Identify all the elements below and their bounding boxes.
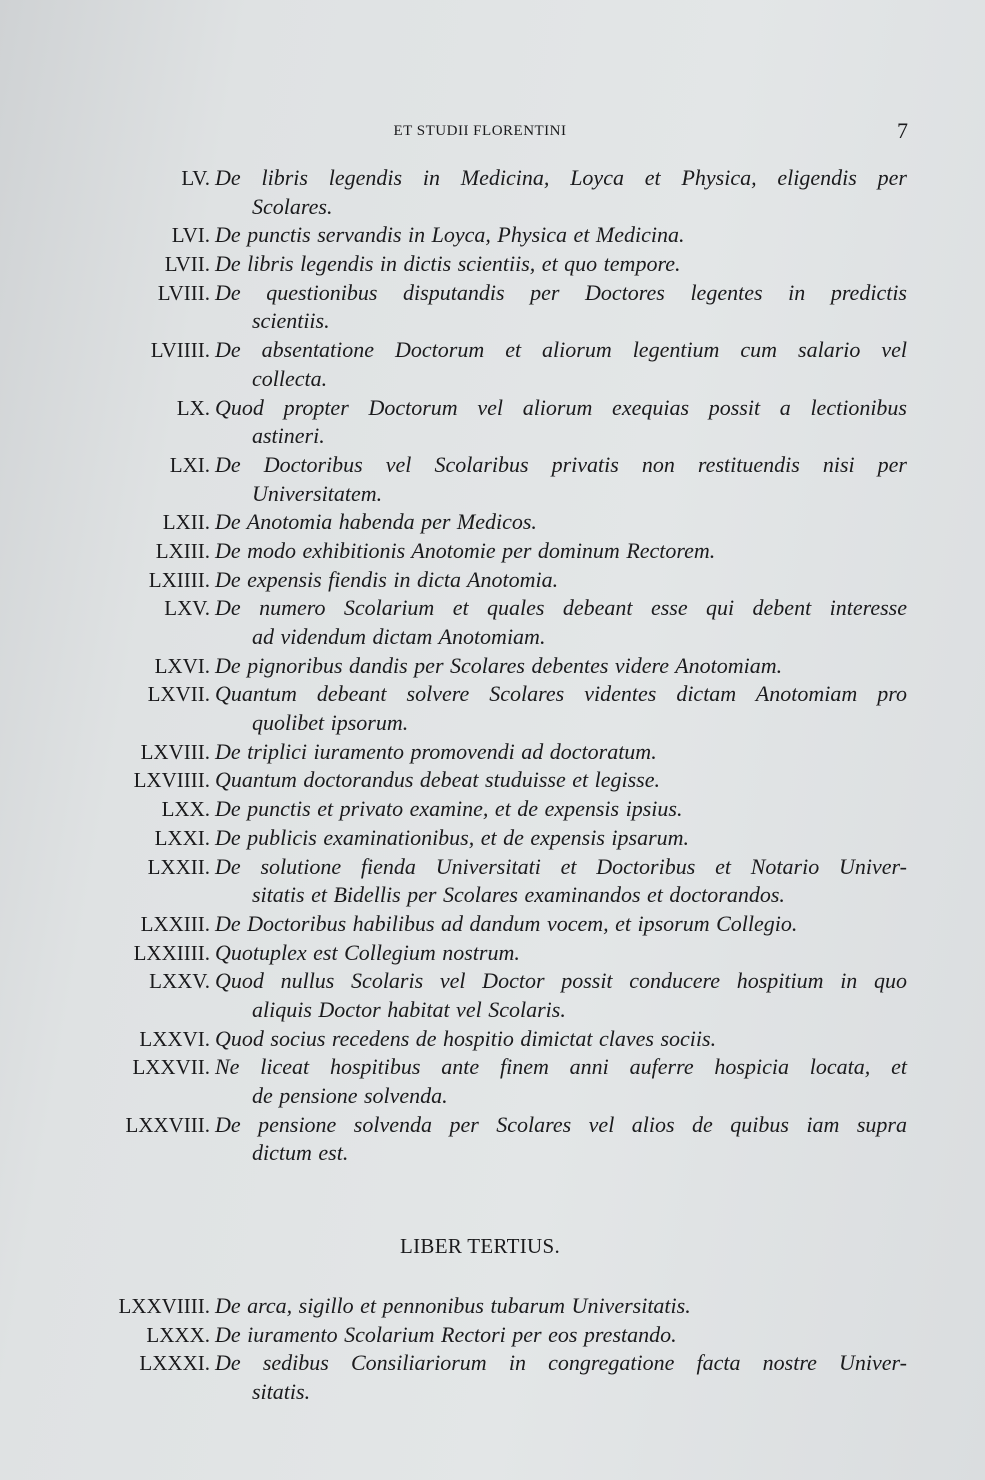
rubric-line [0, 336, 985, 365]
rubric-entry [0, 766, 985, 795]
rubric-entry [0, 1292, 985, 1321]
rubric-entry [0, 508, 985, 537]
page-number: 7 [897, 118, 908, 143]
rubric-text: dictum est. [252, 1140, 349, 1166]
rubric-number: LXVII. [147, 682, 210, 707]
rubric-entry [0, 853, 985, 910]
rubric-text: De Doctoribus vel Scolaribus privatis non restituendis nisi per [215, 451, 907, 477]
rubric-text: astineri. [252, 423, 325, 449]
rubric-line [0, 279, 985, 308]
rubric-number: LXIII. [155, 538, 210, 563]
rubric-entry [0, 910, 985, 939]
rubric-text: De pensione solvenda per Scolares vel alios de quibus iam supra [215, 1111, 907, 1137]
rubric-text: Scolares. [252, 193, 333, 219]
rubric-number: LXXXI. [139, 1351, 210, 1376]
rubric-line [0, 652, 985, 681]
rubric-line [0, 795, 985, 824]
rubric-entry [0, 1321, 985, 1350]
rubric-number: LV. [181, 166, 210, 190]
rubric-text: Quod socius recedens de hospitio dimictat claves sociis. [215, 1025, 717, 1051]
rubric-line [0, 1292, 985, 1321]
rubric-line [0, 537, 985, 566]
rubric-number: LXXII. [147, 854, 210, 879]
rubric-line [0, 766, 985, 795]
rubric-entry [0, 279, 985, 336]
rubric-line [0, 1082, 985, 1111]
rubric-text: sitatis. [252, 1379, 311, 1405]
rubric-number: LXXVI. [139, 1026, 210, 1051]
rubric-text: De libris legendis in Medicina, Loyca et Physica, eligendis per [215, 165, 907, 190]
rubric-number: LXII. [162, 510, 210, 535]
rubric-text: de pensione solvenda. [252, 1083, 448, 1108]
rubric-line [0, 451, 985, 480]
rubric-text: aliquis Doctor habitat vel Scolaris. [252, 996, 566, 1022]
rubric-line [0, 996, 985, 1025]
rubric-number: LXXX. [146, 1322, 210, 1347]
rubric-entry [0, 795, 985, 824]
rubric-text: De iuramento Scolarium Rectori per eos prestando. [215, 1321, 677, 1347]
rubric-line [0, 1025, 985, 1054]
rubric-text: De numero Scolarium et quales debeant esse qui debent interesse [215, 595, 907, 621]
rubric-number: LX. [176, 395, 210, 420]
rubric-line [0, 566, 985, 595]
rubric-line [0, 680, 985, 709]
rubric-text: De punctis servandis in Loyca, Physica et Medicina. [215, 222, 685, 248]
rubric-text: De publicis examinationibus, et de expensis ipsarum. [215, 824, 690, 850]
rubric-number: LXIIII. [148, 567, 210, 592]
rubric-number: LXXIIII. [133, 940, 210, 965]
rubric-text: Ne liceat hospitibus ante finem anni auferre hospicia locata, et [215, 1054, 907, 1080]
rubric-line [0, 250, 985, 279]
rubric-number: LXXV. [149, 969, 210, 994]
rubric-text: De Doctoribus habilibus ad dandum vocem, et ipsorum Collegio. [215, 910, 798, 936]
rubric-text: Quotuplex est Collegium nostrum. [215, 939, 520, 965]
rubric-line [0, 221, 985, 250]
rubric-entry [0, 939, 985, 968]
rubric-number: LXXI. [154, 825, 210, 850]
rubric-entry [0, 250, 985, 279]
rubric-text: De pignoribus dandis per Scolares debentes videre Anotomiam. [215, 652, 783, 678]
rubric-list [0, 164, 985, 1168]
rubric-text: collecta. [252, 365, 328, 391]
rubric-line [0, 1321, 985, 1350]
rubric-line [0, 394, 985, 423]
rubric-number: LXVIII. [140, 739, 210, 764]
rubric-entry [0, 652, 985, 681]
rubric-text: De Anotomia habenda per Medicos. [215, 509, 537, 535]
rubric-text: De expensis fiendis in dicta Anotomia. [215, 566, 559, 592]
rubric-text: De solutione fienda Universitati et Doctoribus et Notario Univer- [215, 853, 907, 879]
rubric-list-liber-tertius [0, 1292, 985, 1407]
rubric-line [0, 307, 985, 336]
rubric-text: De absentatione Doctorum et aliorum legentium cum salario vel [215, 337, 907, 363]
rubric-text: De triplici iuramento promovendi ad doctoratum. [215, 738, 657, 764]
rubric-number: LXXVIII. [125, 1112, 210, 1137]
rubric-line [0, 939, 985, 968]
rubric-number: LXVI. [154, 653, 210, 678]
rubric-entry [0, 680, 985, 737]
rubric-number: LXI. [169, 452, 210, 477]
rubric-number: LXXVII. [132, 1055, 210, 1080]
rubric-text: Quantum doctorandus debeat studuisse et legisse. [215, 767, 660, 793]
rubric-line [0, 594, 985, 623]
rubric-entry [0, 221, 985, 250]
book-heading: LIBER TERTIUS. [399, 1234, 561, 1258]
rubric-entry [0, 566, 985, 595]
rubric-entry [0, 1111, 985, 1168]
rubric-number: LXXIII. [140, 911, 210, 936]
rubric-entry [0, 1349, 985, 1406]
rubric-number: LXVIIII. [133, 768, 210, 793]
rubric-text: Quod nullus Scolaris vel Doctor possit conducere hospitium in quo [215, 968, 907, 994]
rubric-line [0, 1053, 985, 1082]
rubric-line [0, 967, 985, 996]
rubric-entry [0, 594, 985, 651]
rubric-text: ad videndum dictam Anotomiam. [252, 624, 546, 649]
rubric-text: scientiis. [252, 308, 330, 334]
rubric-text: quolibet ipsorum. [252, 710, 409, 736]
rubric-number: LXX. [161, 797, 210, 822]
rubric-line [0, 480, 985, 509]
running-head: ET STUDII FLORENTINI [393, 123, 567, 139]
rubric-text: sitatis et Bidellis per Scolares examinandos et doctorandos. [252, 882, 785, 908]
rubric-line [0, 1111, 985, 1140]
rubric-line [0, 508, 985, 537]
rubric-entry [0, 394, 985, 451]
rubric-number: LVI. [171, 223, 210, 248]
rubric-number: LVIIII. [150, 338, 210, 363]
rubric-text: Universitatem. [252, 480, 383, 506]
rubric-entry [0, 824, 985, 853]
rubric-line [0, 193, 985, 222]
rubric-text: Quantum debeant solvere Scolares videntes dictam Anotomiam pro [215, 681, 907, 707]
rubric-line [0, 623, 985, 652]
rubric-text: Quod propter Doctorum vel aliorum exequias possit a lectionibus [215, 394, 907, 420]
rubric-entry [0, 537, 985, 566]
rubric-line [0, 365, 985, 394]
rubric-text: De sedibus Consiliariorum in congregatione facta nostre Univer- [215, 1350, 907, 1376]
rubric-line [0, 853, 985, 882]
rubric-text: De modo exhibitionis Anotomie per dominum Rectorem. [215, 537, 716, 563]
rubric-line [0, 881, 985, 910]
rubric-line [0, 910, 985, 939]
rubric-number: LXV. [164, 596, 210, 621]
rubric-number: LXXVIIII. [118, 1294, 210, 1318]
rubric-entry [0, 967, 985, 1024]
rubric-entry [0, 164, 985, 221]
rubric-line [0, 738, 985, 767]
rubric-text: De punctis et privato examine, et de expensis ipsius. [215, 796, 683, 822]
rubric-line [0, 1378, 985, 1407]
rubric-line [0, 824, 985, 853]
rubric-line [0, 709, 985, 738]
rubric-line [0, 422, 985, 451]
rubric-number: LVII. [164, 252, 210, 277]
rubric-line [0, 1139, 985, 1168]
rubric-entry [0, 336, 985, 393]
rubric-line [0, 164, 985, 193]
rubric-line [0, 1349, 985, 1378]
rubric-entry [0, 1025, 985, 1054]
rubric-text: De questionibus disputandis per Doctores legentes in predictis [215, 279, 907, 305]
rubric-text: De arca, sigillo et pennonibus tubarum Universitatis. [215, 1293, 691, 1318]
rubric-entry [0, 1053, 985, 1110]
rubric-text: De libris legendis in dictis scientiis, et quo tempore. [215, 251, 681, 277]
rubric-entry [0, 451, 985, 508]
rubric-number: LVIII. [157, 280, 210, 305]
rubric-entry [0, 738, 985, 767]
